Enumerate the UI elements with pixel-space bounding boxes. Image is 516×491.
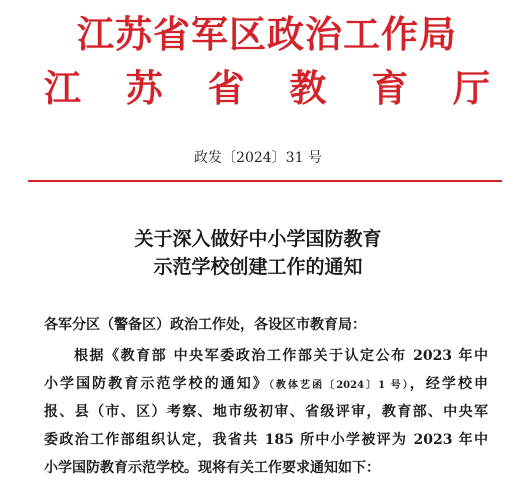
paragraph-line-4: 委政治工作部组织认定，我省共 185 所中小学被评为 2023 年中 [44, 432, 488, 448]
issuing-org-education: 江苏省教育厅 [44, 66, 490, 110]
document-number: 政发〔2024〕31 号 [194, 150, 322, 166]
paragraph-line-3: 报、县（市、区）考察、地市级初审、省级评审，教育部、中央军 [44, 404, 488, 420]
reference-note: （教体艺函〔2024〕1 号） [268, 380, 410, 391]
paragraph-line-2 [44, 373, 488, 397]
paragraph-line-1: 根据《教育部 中央军委政治工作部关于认定公布 2023 年中 [74, 348, 488, 364]
document-title-line-1: 关于深入做好中小学国防教育 [134, 228, 382, 250]
paragraph-line-5: 小学国防教育示范学校。现将有关工作要求通知如下： [44, 460, 380, 476]
red-divider-line [28, 180, 502, 182]
issuing-org-military: 江苏省军区政治工作局 [77, 12, 457, 56]
paragraph-line-2-part-c: ，经学校申 [409, 376, 489, 392]
paragraph-line-2-part-a: 小学国防教育示范学校的通知》 [44, 376, 269, 392]
document-title-line-2: 示范学校创建工作的通知 [153, 256, 363, 278]
salutation: 各军分区（警备区）政治工作处，各设区市教育局： [44, 317, 366, 333]
